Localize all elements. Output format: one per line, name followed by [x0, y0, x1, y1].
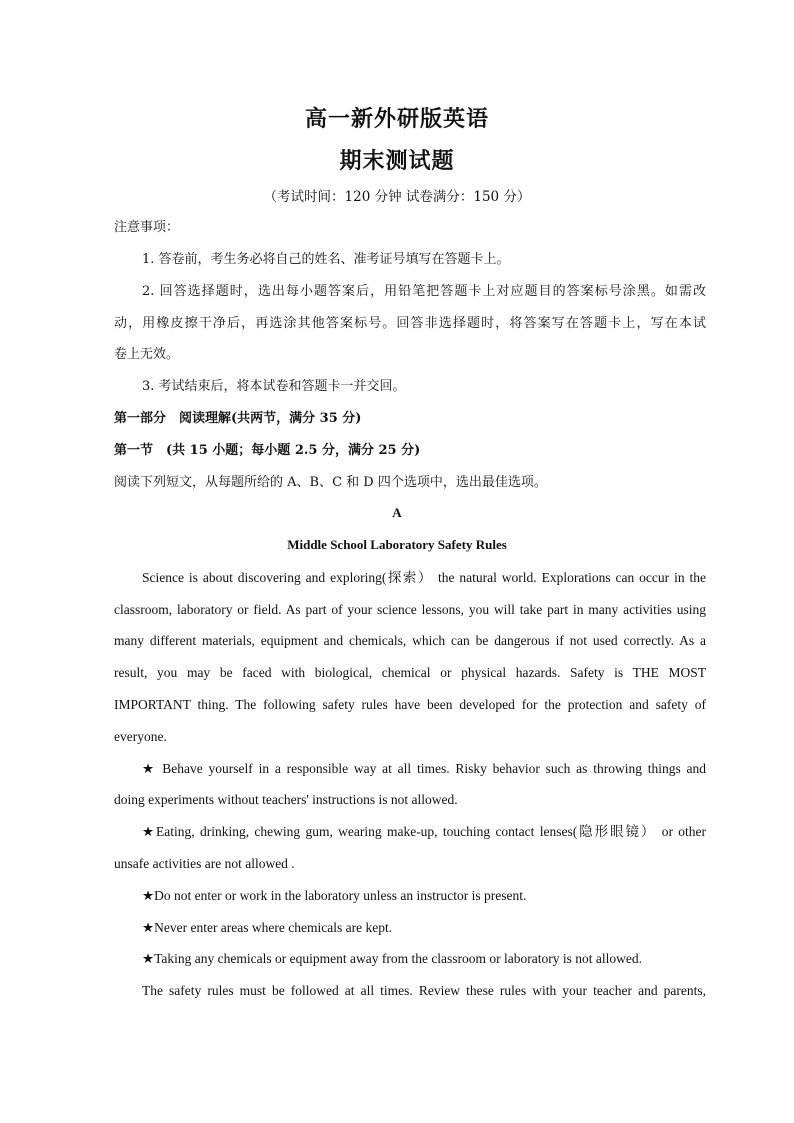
part1-heading: 第一部分 阅读理解(共两节，满分 35 分): [114, 411, 362, 426]
rule-3: ★Do not enter or work in the laboratory unless an instructor is present.: [142, 888, 527, 903]
paragraph-2-line-1: The safety rules must be followed at all times. Review these rules with your teacher and parents,: [142, 983, 706, 998]
exam-title: 高一新外研版英语: [304, 106, 489, 132]
paragraph-1-line-4: result, you may be faced with biological, chemical or physical hazards. Safety is THE MOST: [114, 665, 706, 680]
section1-heading: 第一节 (共 15 小题；每小题 2.5 分，满分 25 分): [114, 443, 421, 458]
note-item-2-line-2: 动，用橡皮擦干净后，再选涂其他答案标号。回答非选择题时，将答案写在答题卡上，写在本试: [114, 316, 706, 331]
notes-heading: 注意事项：: [114, 220, 180, 235]
note-item-2-line-3: 卷上无效。: [114, 347, 180, 362]
note-item-3: 3. 考试结束后，将本试卷和答题卡一并交回。: [142, 379, 406, 394]
rule-1-line-2: doing experiments without teachers' instructions is not allowed.: [114, 792, 458, 807]
rule-2-line-2: unsafe activities are not allowed .: [114, 856, 295, 871]
rule-1-line-1: ★ Behave yourself in a responsible way at all times. Risky behavior such as throwing things and: [142, 761, 706, 776]
paragraph-1-line-5: IMPORTANT thing. The following safety rules have been developed for the protection and safety of: [114, 697, 706, 712]
passage-label: A: [392, 505, 402, 520]
note-item-1: 1. 答卷前，考生务必将自己的姓名、准考证号填写在答题卡上。: [142, 252, 510, 267]
exam-subtitle: 期末测试题: [339, 148, 455, 174]
paragraph-1-line-3: many different materials, equipment and chemicals, which can be dangerous if not used correctly. As a: [114, 633, 706, 648]
rule-2-line-1: ★Eating, drinking, chewing gum, wearing make-up, touching contact lenses(隐形眼镜） or other: [142, 824, 706, 839]
part1-instruction: 阅读下列短文，从每题所给的 A、B、C 和 D 四个选项中，选出最佳选项。: [114, 475, 547, 490]
paragraph-1-line-6: everyone.: [114, 729, 167, 744]
paragraph-1-line-2: classroom, laboratory or field. As part of your science lessons, you will take part in many activities using: [114, 602, 706, 617]
paragraph-1-line-1: Science is about discovering and exploring(探索） the natural world. Explorations can occur in the: [142, 570, 706, 585]
rule-4: ★Never enter areas where chemicals are kept.: [142, 920, 393, 935]
passage-title: Middle School Laboratory Safety Rules: [287, 537, 507, 552]
note-item-2-line-1: 2. 回答选择题时，选出每小题答案后，用铅笔把答题卡上对应题目的答案标号涂黑。如需改: [142, 284, 706, 299]
rule-5: ★Taking any chemicals or equipment away from the classroom or laboratory is not allowed.: [142, 951, 643, 966]
exam-info: （考试时间：120 分钟 试卷满分：150 分）: [263, 189, 531, 205]
